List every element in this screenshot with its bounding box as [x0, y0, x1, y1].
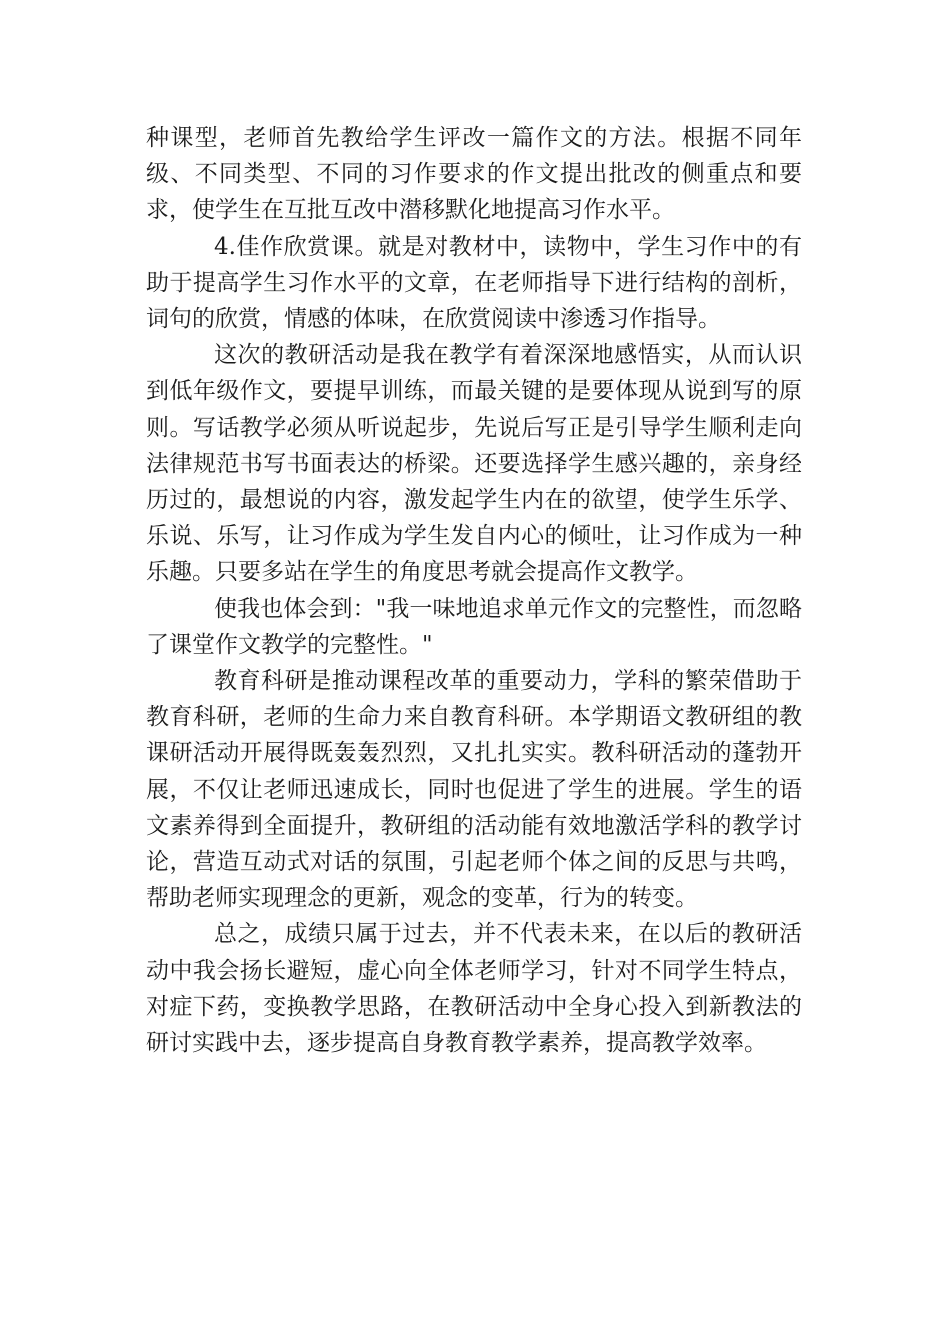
- paragraph-3: 这次的教研活动是我在教学有着深深地感悟实，从而认识到低年级作文，要提早训练，而最关键的是要体现从说到写的原则。写话教学必须从听说起步，先说后写正是引导学生顺利走向法律规范书写书面表达的桥梁。还要选择学生感兴趣的，亲身经历过的，最想说的内容，激发起学生内在的欲望，使学生乐学、乐说、乐写，让习作成为学生发自内心的倾吐，让习作成为一种乐趣。只要多站在学生的角度思考就会提高作文教学。: [146, 342, 802, 586]
- paragraph-1: 种课型，老师首先教给学生评改一篇作文的方法。根据不同年级、不同类型、不同的习作要求的作文提出批改的侧重点和要求，使学生在互批互改中潜移默化地提高习作水平。: [146, 125, 802, 224]
- paragraph-5: 教育科研是推动课程改革的重要动力，学科的繁荣借助于教育科研，老师的生命力来自教育科研。本学期语文教研组的教课研活动开展得既轰轰烈烈，又扎扎实实。教科研活动的蓬勃开展，不仅让老师迅速成长，同时也促进了学生的进展。学生的语文素养得到全面提升，教研组的活动能有效地激活学科的教学讨论，营造互动式对话的氛围，引起老师个体之间的反思与共鸣，帮助老师实现理念的更新，观念的变革，行为的转变。: [146, 668, 802, 912]
- document-page: [146, 120, 802, 1061]
- paragraph-6: 总之，成绩只属于过去，并不代表未来，在以后的教研活动中我会扬长避短，虚心向全体老师学习，针对不同学生特点，对症下药，变换教学思路，在教研活动中全身心投入到新教法的研讨实践中去，逐步提高自身教育教学素养，提高教学效率。: [146, 921, 802, 1057]
- paragraph-2: 4.佳作欣赏课。就是对教材中，读物中，学生习作中的有助于提高学生习作水平的文章，在老师指导下进行结构的剖析，词句的欣赏，情感的体味，在欣赏阅读中渗透习作指导。: [146, 233, 802, 333]
- paragraph-4: 使我也体会到："我一味地追求单元作文的完整性，而忽略了课堂作文教学的完整性。": [146, 595, 802, 658]
